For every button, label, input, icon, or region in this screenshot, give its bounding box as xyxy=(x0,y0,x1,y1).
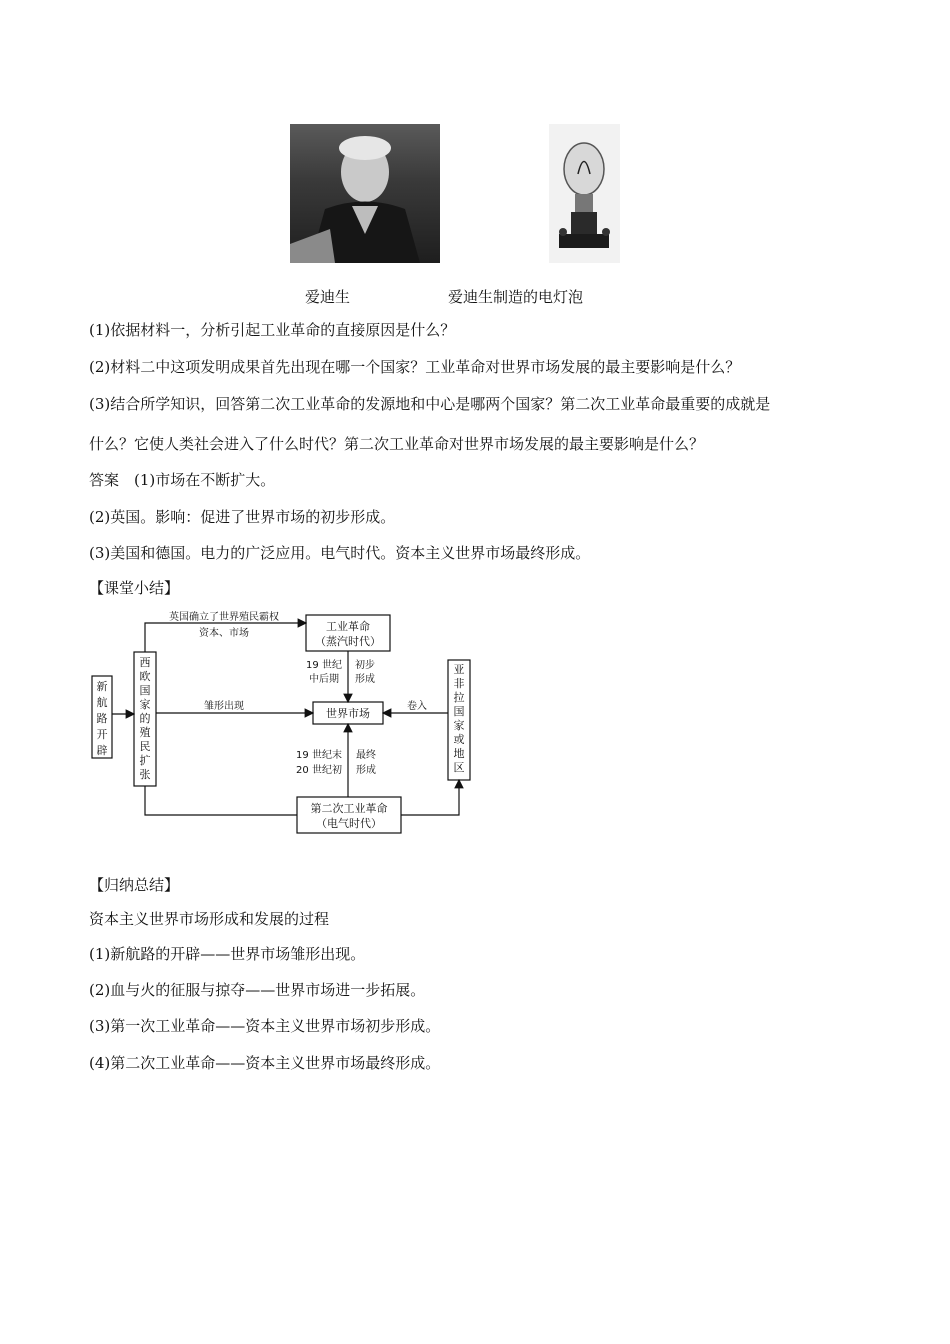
stage2-label: 最终 xyxy=(356,750,376,761)
new-routes-char: 开 xyxy=(96,728,108,741)
light-bulb-photo xyxy=(549,124,620,263)
world-market-diagram xyxy=(86,610,476,840)
conclusion-item-3: (3)第一次工业革命——资本主义世界市场初步形成。 xyxy=(89,1017,441,1035)
capital-market-label: 资本、市场 xyxy=(199,628,249,639)
asia-africa-char: 非 xyxy=(453,677,465,690)
asia-africa-char: 国 xyxy=(453,705,465,718)
new-routes-char: 新 xyxy=(96,680,108,693)
stage1-label: 形成 xyxy=(355,674,375,685)
ir1-label: 工业革命 xyxy=(326,620,370,633)
answer-3: (3)美国和德国。电力的广泛应用。电气时代。资本主义世界市场最终形成。 xyxy=(89,544,591,562)
west-europe-char: 国 xyxy=(139,684,151,697)
hegemony-label: 英国确立了世界殖民霸权 xyxy=(169,612,279,623)
west-europe-char: 欧 xyxy=(139,670,151,683)
world-market-label: 世界市场 xyxy=(326,707,370,720)
answer-1: 答案 (1)市场在不断扩大。 xyxy=(89,471,276,489)
west-europe-char: 民 xyxy=(139,740,151,753)
new-routes-char: 航 xyxy=(96,696,108,709)
asia-africa-char: 家 xyxy=(453,719,465,732)
west-europe-char: 的 xyxy=(139,712,151,725)
asia-africa-char: 区 xyxy=(453,761,465,774)
time1-label: 中后期 xyxy=(309,674,339,685)
new-routes-char: 路 xyxy=(96,712,108,725)
west-europe-char: 张 xyxy=(139,768,151,781)
conclusion-item-1: (1)新航路的开辟——世界市场雏形出现。 xyxy=(89,945,366,963)
new-routes-char: 辟 xyxy=(96,744,108,757)
west-europe-char: 西 xyxy=(139,656,151,669)
west-europe-char: 殖 xyxy=(139,726,151,739)
conclusion-item-2: (2)血与火的征服与掠夺——世界市场进一步拓展。 xyxy=(89,981,426,999)
question-2: (2)材料二中这项发明成果首先出现在哪一个国家？工业革命对世界市场发展的最主要影响是什么？ xyxy=(89,358,741,376)
conclusion-heading: 【归纳总结】 xyxy=(89,876,180,894)
time1-label: 19 世纪 xyxy=(306,660,342,671)
time2-label: 20 世纪初 xyxy=(296,765,342,776)
asia-africa-char: 拉 xyxy=(453,691,465,704)
edison-photo xyxy=(290,124,440,263)
ir1-era: （蒸汽时代） xyxy=(315,635,381,648)
asia-africa-char: 地 xyxy=(453,747,465,760)
conclusion-item-4: (4)第二次工业革命——资本主义世界市场最终形成。 xyxy=(89,1054,441,1072)
asia-africa-char: 亚 xyxy=(453,663,465,676)
asia-africa-char: 或 xyxy=(453,733,465,746)
stage2-label: 形成 xyxy=(356,765,376,776)
conclusion-title: 资本主义世界市场形成和发展的过程 xyxy=(89,910,330,928)
summary-heading: 【课堂小结】 xyxy=(89,579,180,597)
question-1: (1)依据材料一，分析引起工业革命的直接原因是什么？ xyxy=(89,321,456,339)
bulb-caption: 爱迪生制造的电灯泡 xyxy=(448,288,584,306)
time2-label: 19 世纪末 xyxy=(296,750,342,761)
drawn-in-label: 卷入 xyxy=(407,701,427,712)
answer-2: (2)英国。影响：促进了世界市场的初步形成。 xyxy=(89,508,396,526)
edison-caption: 爱迪生 xyxy=(305,288,351,306)
embryo-label: 雏形出现 xyxy=(204,701,244,712)
question-3-cont: 什么？它使人类社会进入了什么时代？第二次工业革命对世界市场发展的最主要影响是什么？ xyxy=(89,435,705,453)
west-europe-char: 家 xyxy=(139,698,151,711)
ir2-era: （电气时代） xyxy=(316,817,382,830)
question-3: (3)结合所学知识，回答第二次工业革命的发源地和中心是哪两个国家？第二次工业革命最重要的成就是 xyxy=(89,395,771,413)
stage1-label: 初步 xyxy=(355,660,375,671)
ir2-label: 第二次工业革命 xyxy=(310,802,388,815)
west-europe-char: 扩 xyxy=(139,754,151,767)
